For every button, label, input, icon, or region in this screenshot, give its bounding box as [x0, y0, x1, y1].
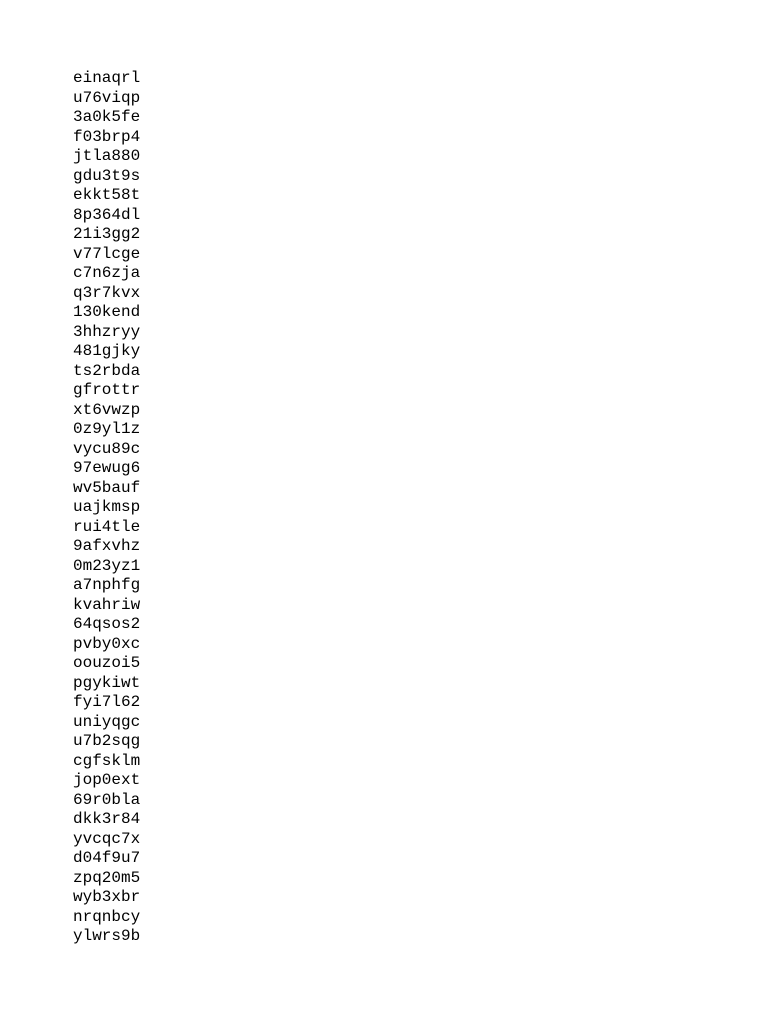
code-line: q3r7kvx — [73, 283, 141, 302]
code-line: 3hhzryy — [73, 322, 141, 341]
code-line: uniyqgc — [73, 712, 141, 731]
code-line: ylwrs9b — [73, 927, 141, 945]
code-line: pvby0xc — [73, 634, 141, 653]
code-line: kvahriw — [73, 595, 141, 614]
code-line: 97ewug6 — [73, 459, 141, 477]
code-line: 9afxvhz — [73, 537, 141, 555]
code-line: nrqnbcy — [73, 907, 141, 926]
code-line: 3a0k5fe — [73, 108, 141, 126]
code-list — [73, 69, 140, 947]
code-line: 69r0bla — [73, 790, 141, 809]
code-line: gdu3t9s — [73, 166, 141, 185]
code-line: xt6vwzp — [73, 400, 141, 419]
code-line: rui4tle — [73, 517, 141, 536]
code-line: 481gjky — [73, 342, 141, 360]
code-line: dkk3r84 — [73, 810, 141, 828]
code-line: ts2rbda — [73, 361, 141, 380]
code-line: uajkmsp — [73, 498, 141, 516]
code-line: pgykiwt — [73, 673, 141, 692]
code-line: 0m23yz1 — [73, 556, 141, 575]
code-line: u76viqp — [73, 88, 141, 107]
code-line: 0z9yl1z — [73, 420, 141, 438]
code-line: jtla880 — [73, 147, 141, 165]
code-line: 21i3gg2 — [73, 225, 141, 243]
code-line: 8p364dl — [73, 205, 141, 224]
code-line: v77lcge — [73, 244, 141, 263]
code-line: 64qsos2 — [73, 615, 141, 633]
code-line: c7n6zja — [73, 264, 141, 282]
code-line: a7nphfg — [73, 576, 141, 594]
code-line: vycu89c — [73, 439, 141, 458]
code-line: 130kend — [73, 303, 141, 321]
code-line: zpq20m5 — [73, 868, 141, 887]
code-line: u7b2sqg — [73, 732, 141, 750]
code-line: ekkt58t — [73, 186, 141, 204]
code-line: f03brp4 — [73, 127, 141, 146]
code-line: gfrottr — [73, 381, 141, 399]
code-line: jop0ext — [73, 771, 141, 789]
code-line: wv5bauf — [73, 478, 141, 497]
code-line: einaqrl — [73, 69, 141, 87]
code-line: oouzoi5 — [73, 654, 141, 672]
code-line: wyb3xbr — [73, 888, 141, 906]
code-line: yvcqc7x — [73, 829, 141, 848]
code-line: fyi7l62 — [73, 693, 141, 711]
code-line: cgfsklm — [73, 751, 141, 770]
code-line: d04f9u7 — [73, 849, 141, 867]
